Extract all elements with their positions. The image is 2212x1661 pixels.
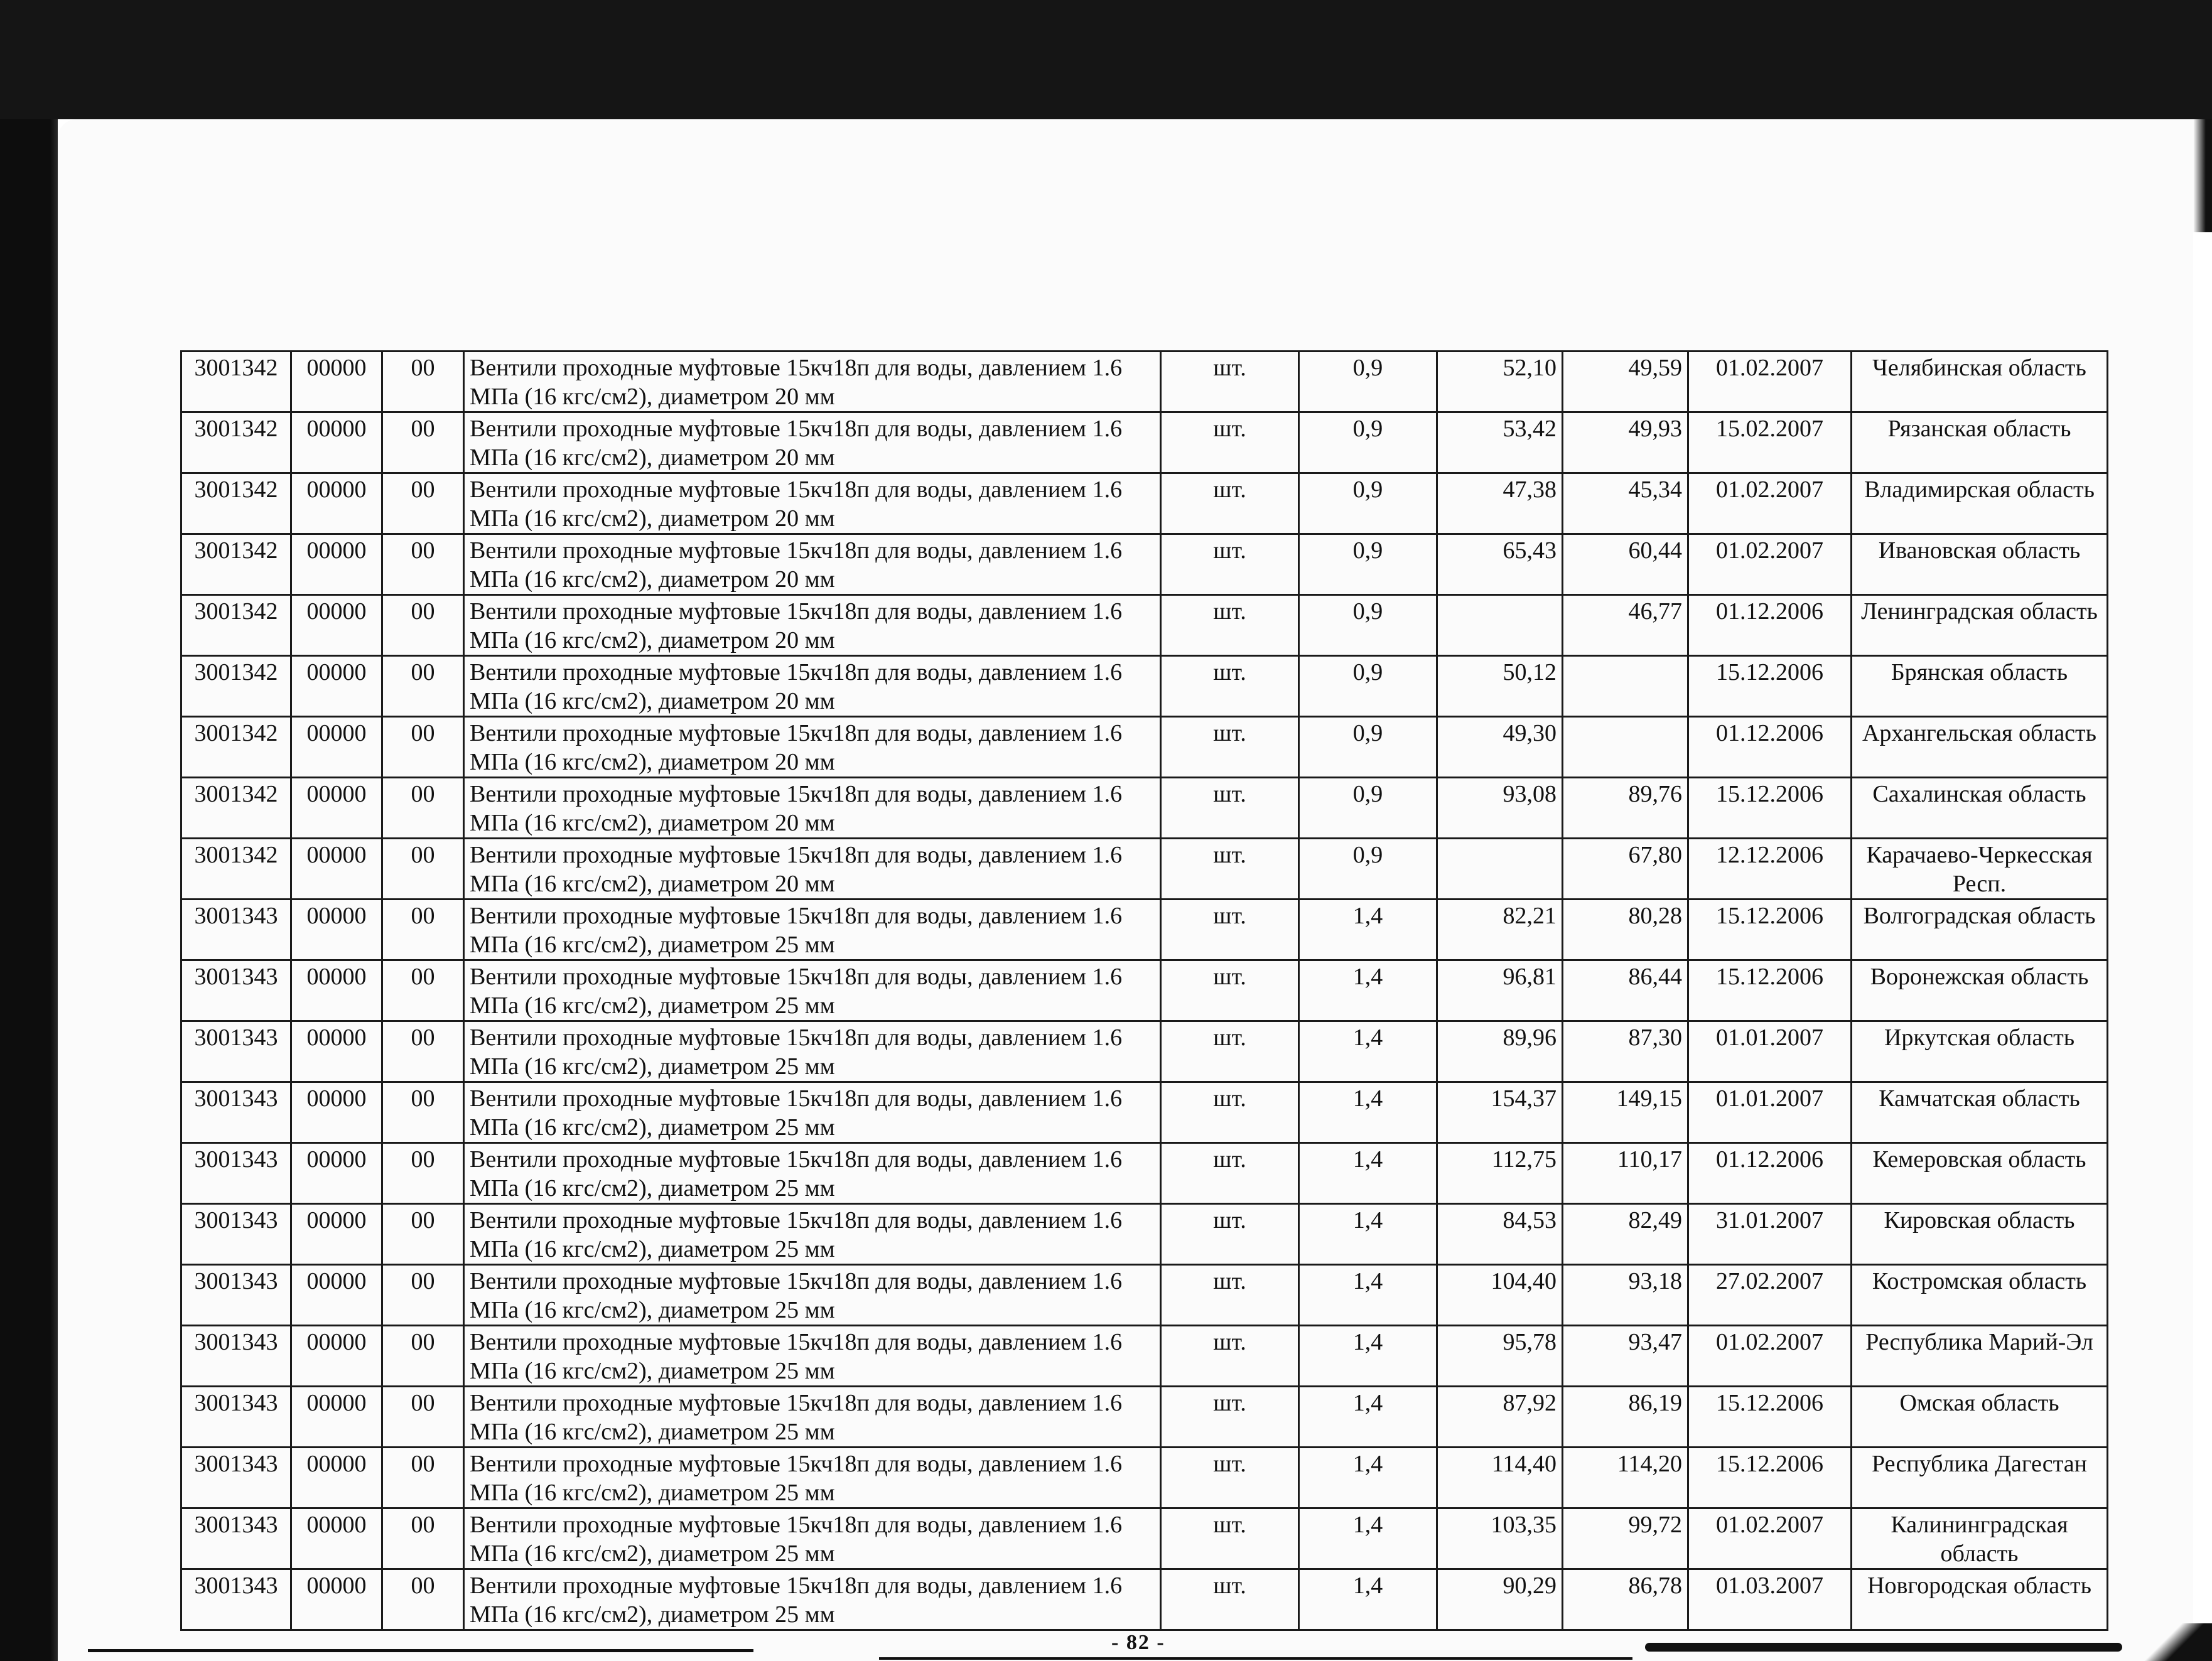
row-date: 27.02.2007 [1688, 1265, 1852, 1326]
row-unit: шт. [1161, 412, 1299, 473]
row-unit: шт. [1161, 352, 1299, 412]
row-price-1: 114,40 [1437, 1448, 1563, 1508]
row-quantity: 0,9 [1299, 352, 1437, 412]
row-item-name: Вентили проходные муфтовые 15кч18п для воды, давлением 1.6 МПа (16 кгс/см2), диаметром 25 мм [464, 1143, 1161, 1204]
row-date: 01.03.2007 [1688, 1569, 1852, 1630]
row-unit: шт. [1161, 595, 1299, 656]
row-price-2: 67,80 [1563, 839, 1688, 900]
row-unit: шт. [1161, 1204, 1299, 1265]
row-item-name: Вентили проходные муфтовые 15кч18п для воды, давлением 1.6 МПа (16 кгс/см2), диаметром 20 мм [464, 839, 1161, 900]
row-quantity: 1,4 [1299, 1326, 1437, 1387]
row-price-2 [1563, 717, 1688, 778]
row-item-name: Вентили проходные муфтовые 15кч18п для воды, давлением 1.6 МПа (16 кгс/см2), диаметром 20 мм [464, 412, 1161, 473]
row-item-name: Вентили проходные муфтовые 15кч18п для воды, давлением 1.6 МПа (16 кгс/см2), диаметром 25 мм [464, 1265, 1161, 1326]
row-subcode2: 00 [382, 960, 464, 1021]
row-quantity: 0,9 [1299, 473, 1437, 534]
row-subcode: 00000 [291, 1021, 382, 1082]
row-quantity: 1,4 [1299, 960, 1437, 1021]
row-item-name: Вентили проходные муфтовые 15кч18п для воды, давлением 1.6 МПа (16 кгс/см2), диаметром 25 мм [464, 1448, 1161, 1508]
row-subcode2: 00 [382, 1387, 464, 1448]
row-price-1: 112,75 [1437, 1143, 1563, 1204]
table-row [181, 534, 2108, 595]
row-subcode: 00000 [291, 1387, 382, 1448]
row-date: 01.02.2007 [1688, 1508, 1852, 1569]
row-code: 3001343 [181, 1569, 291, 1630]
row-code: 3001343 [181, 1204, 291, 1265]
row-subcode: 00000 [291, 1082, 382, 1143]
row-price-1: 90,29 [1437, 1569, 1563, 1630]
row-code: 3001342 [181, 473, 291, 534]
row-subcode2: 00 [382, 1508, 464, 1569]
table-row [181, 352, 2108, 412]
row-subcode: 00000 [291, 1204, 382, 1265]
row-price-2 [1563, 656, 1688, 717]
row-code: 3001343 [181, 1082, 291, 1143]
row-region: Брянская область [1852, 656, 2108, 717]
row-unit: шт. [1161, 534, 1299, 595]
scan-right-shadow [2193, 119, 2212, 232]
row-region: Республика Марий-Эл [1852, 1326, 2108, 1387]
row-subcode2: 00 [382, 1204, 464, 1265]
table-row [181, 1082, 2108, 1143]
row-date: 12.12.2006 [1688, 839, 1852, 900]
row-code: 3001342 [181, 778, 291, 839]
row-quantity: 1,4 [1299, 1143, 1437, 1204]
table-body [181, 352, 2108, 1630]
row-subcode2: 00 [382, 473, 464, 534]
row-subcode: 00000 [291, 900, 382, 960]
row-item-name: Вентили проходные муфтовые 15кч18п для воды, давлением 1.6 МПа (16 кгс/см2), диаметром 20 мм [464, 595, 1161, 656]
row-price-2: 45,34 [1563, 473, 1688, 534]
table-row [181, 595, 2108, 656]
row-subcode2: 00 [382, 1265, 464, 1326]
row-quantity: 0,9 [1299, 412, 1437, 473]
row-date: 01.02.2007 [1688, 534, 1852, 595]
row-subcode2: 00 [382, 595, 464, 656]
row-subcode2: 00 [382, 534, 464, 595]
row-code: 3001343 [181, 1326, 291, 1387]
row-unit: шт. [1161, 900, 1299, 960]
row-unit: шт. [1161, 473, 1299, 534]
footer-rule-center [879, 1657, 1632, 1660]
row-subcode: 00000 [291, 1569, 382, 1630]
row-subcode: 00000 [291, 1265, 382, 1326]
row-price-1: 52,10 [1437, 352, 1563, 412]
row-code: 3001343 [181, 1143, 291, 1204]
row-region: Карачаево-Черкесская Респ. [1852, 839, 2108, 900]
row-subcode: 00000 [291, 839, 382, 900]
row-subcode: 00000 [291, 1448, 382, 1508]
row-item-name: Вентили проходные муфтовые 15кч18п для воды, давлением 1.6 МПа (16 кгс/см2), диаметром 25 мм [464, 1508, 1161, 1569]
row-subcode2: 00 [382, 1143, 464, 1204]
row-subcode: 00000 [291, 1143, 382, 1204]
row-subcode2: 00 [382, 1326, 464, 1387]
row-subcode: 00000 [291, 534, 382, 595]
row-quantity: 1,4 [1299, 1387, 1437, 1448]
row-region: Калининградская область [1852, 1508, 2108, 1569]
row-region: Челябинская область [1852, 352, 2108, 412]
row-price-1: 103,35 [1437, 1508, 1563, 1569]
row-price-2: 86,78 [1563, 1569, 1688, 1630]
row-region: Воронежская область [1852, 960, 2108, 1021]
row-price-1: 87,92 [1437, 1387, 1563, 1448]
row-item-name: Вентили проходные муфтовые 15кч18п для воды, давлением 1.6 МПа (16 кгс/см2), диаметром 25 мм [464, 900, 1161, 960]
row-unit: шт. [1161, 778, 1299, 839]
row-item-name: Вентили проходные муфтовые 15кч18п для воды, давлением 1.6 МПа (16 кгс/см2), диаметром 25 мм [464, 1021, 1161, 1082]
row-date: 15.12.2006 [1688, 1387, 1852, 1448]
row-code: 3001343 [181, 1021, 291, 1082]
scan-corner-shadow [2137, 1623, 2212, 1661]
row-region: Новгородская область [1852, 1569, 2108, 1630]
row-item-name: Вентили проходные муфтовые 15кч18п для воды, давлением 1.6 МПа (16 кгс/см2), диаметром 25 мм [464, 1569, 1161, 1630]
row-subcode2: 00 [382, 412, 464, 473]
scan-top-shadow [0, 0, 2212, 119]
row-quantity: 1,4 [1299, 1265, 1437, 1326]
row-subcode: 00000 [291, 352, 382, 412]
row-subcode2: 00 [382, 839, 464, 900]
row-price-2: 60,44 [1563, 534, 1688, 595]
row-item-name: Вентили проходные муфтовые 15кч18п для воды, давлением 1.6 МПа (16 кгс/см2), диаметром 20 мм [464, 717, 1161, 778]
row-code: 3001342 [181, 352, 291, 412]
row-price-2: 93,18 [1563, 1265, 1688, 1326]
row-code: 3001343 [181, 900, 291, 960]
row-quantity: 0,9 [1299, 717, 1437, 778]
row-price-2: 89,76 [1563, 778, 1688, 839]
table-row [181, 1387, 2108, 1448]
row-item-name: Вентили проходные муфтовые 15кч18п для воды, давлением 1.6 МПа (16 кгс/см2), диаметром 25 мм [464, 1326, 1161, 1387]
row-region: Кировская область [1852, 1204, 2108, 1265]
row-date: 01.02.2007 [1688, 473, 1852, 534]
row-item-name: Вентили проходные муфтовые 15кч18п для воды, давлением 1.6 МПа (16 кгс/см2), диаметром 25 мм [464, 1204, 1161, 1265]
row-date: 01.01.2007 [1688, 1082, 1852, 1143]
footer-rule-left [88, 1649, 753, 1652]
row-region: Кемеровская область [1852, 1143, 2108, 1204]
row-quantity: 1,4 [1299, 1204, 1437, 1265]
row-unit: шт. [1161, 839, 1299, 900]
row-price-2: 86,19 [1563, 1387, 1688, 1448]
row-quantity: 0,9 [1299, 839, 1437, 900]
table-row [181, 1508, 2108, 1569]
row-region: Волгоградская область [1852, 900, 2108, 960]
row-code: 3001342 [181, 595, 291, 656]
row-price-2: 110,17 [1563, 1143, 1688, 1204]
row-region: Рязанская область [1852, 412, 2108, 473]
row-code: 3001343 [181, 1448, 291, 1508]
row-item-name: Вентили проходные муфтовые 15кч18п для воды, давлением 1.6 МПа (16 кгс/см2), диаметром 20 мм [464, 473, 1161, 534]
row-subcode2: 00 [382, 656, 464, 717]
row-price-1: 93,08 [1437, 778, 1563, 839]
row-quantity: 1,4 [1299, 1082, 1437, 1143]
row-subcode: 00000 [291, 473, 382, 534]
price-table [180, 350, 2108, 1631]
row-item-name: Вентили проходные муфтовые 15кч18п для воды, давлением 1.6 МПа (16 кгс/см2), диаметром 20 мм [464, 534, 1161, 595]
footer-rule-right [1645, 1643, 2122, 1652]
table-row [181, 656, 2108, 717]
row-subcode2: 00 [382, 1569, 464, 1630]
row-code: 3001342 [181, 839, 291, 900]
row-subcode: 00000 [291, 595, 382, 656]
row-date: 15.02.2007 [1688, 412, 1852, 473]
table-row [181, 1326, 2108, 1387]
row-subcode: 00000 [291, 778, 382, 839]
row-region: Архангельская область [1852, 717, 2108, 778]
row-item-name: Вентили проходные муфтовые 15кч18п для воды, давлением 1.6 МПа (16 кгс/см2), диаметром 25 мм [464, 1082, 1161, 1143]
row-date: 15.12.2006 [1688, 1448, 1852, 1508]
table-row [181, 473, 2108, 534]
row-subcode: 00000 [291, 412, 382, 473]
row-date: 15.12.2006 [1688, 900, 1852, 960]
row-price-2: 99,72 [1563, 1508, 1688, 1569]
row-price-1: 84,53 [1437, 1204, 1563, 1265]
row-code: 3001343 [181, 1265, 291, 1326]
row-price-1: 95,78 [1437, 1326, 1563, 1387]
row-code: 3001343 [181, 1508, 291, 1569]
row-price-1 [1437, 595, 1563, 656]
row-code: 3001342 [181, 534, 291, 595]
scan-left-shadow [0, 119, 58, 1661]
row-price-1: 47,38 [1437, 473, 1563, 534]
row-code: 3001342 [181, 656, 291, 717]
row-unit: шт. [1161, 1265, 1299, 1326]
row-quantity: 0,9 [1299, 656, 1437, 717]
row-region: Сахалинская область [1852, 778, 2108, 839]
row-quantity: 0,9 [1299, 595, 1437, 656]
row-subcode2: 00 [382, 900, 464, 960]
row-quantity: 1,4 [1299, 900, 1437, 960]
row-price-2: 149,15 [1563, 1082, 1688, 1143]
row-unit: шт. [1161, 1508, 1299, 1569]
row-region: Омская область [1852, 1387, 2108, 1448]
row-unit: шт. [1161, 1569, 1299, 1630]
table-row [181, 412, 2108, 473]
row-quantity: 0,9 [1299, 778, 1437, 839]
row-subcode2: 00 [382, 778, 464, 839]
row-price-1: 65,43 [1437, 534, 1563, 595]
row-price-1: 50,12 [1437, 656, 1563, 717]
row-region: Ленинградская область [1852, 595, 2108, 656]
row-subcode2: 00 [382, 717, 464, 778]
row-unit: шт. [1161, 656, 1299, 717]
table-row [181, 1204, 2108, 1265]
row-price-1: 89,96 [1437, 1021, 1563, 1082]
row-date: 01.01.2007 [1688, 1021, 1852, 1082]
row-subcode: 00000 [291, 717, 382, 778]
page-number: - 82 - [1111, 1631, 1165, 1654]
row-date: 15.12.2006 [1688, 656, 1852, 717]
row-subcode2: 00 [382, 352, 464, 412]
row-quantity: 1,4 [1299, 1508, 1437, 1569]
table-row [181, 1143, 2108, 1204]
row-date: 15.12.2006 [1688, 960, 1852, 1021]
row-unit: шт. [1161, 1387, 1299, 1448]
table-row [181, 1265, 2108, 1326]
row-date: 31.01.2007 [1688, 1204, 1852, 1265]
row-price-1: 82,21 [1437, 900, 1563, 960]
row-unit: шт. [1161, 1082, 1299, 1143]
table-row [181, 1021, 2108, 1082]
row-price-2: 87,30 [1563, 1021, 1688, 1082]
table-row [181, 960, 2108, 1021]
row-quantity: 1,4 [1299, 1448, 1437, 1508]
row-region: Ивановская область [1852, 534, 2108, 595]
row-subcode2: 00 [382, 1448, 464, 1508]
row-price-1 [1437, 839, 1563, 900]
row-unit: шт. [1161, 1143, 1299, 1204]
row-date: 01.12.2006 [1688, 717, 1852, 778]
row-price-1: 104,40 [1437, 1265, 1563, 1326]
row-price-1: 49,30 [1437, 717, 1563, 778]
row-subcode2: 00 [382, 1082, 464, 1143]
table-row [181, 717, 2108, 778]
row-region: Костромская область [1852, 1265, 2108, 1326]
row-date: 01.12.2006 [1688, 595, 1852, 656]
row-code: 3001342 [181, 412, 291, 473]
row-unit: шт. [1161, 960, 1299, 1021]
row-quantity: 0,9 [1299, 534, 1437, 595]
table-row [181, 900, 2108, 960]
row-item-name: Вентили проходные муфтовые 15кч18п для воды, давлением 1.6 МПа (16 кгс/см2), диаметром 20 мм [464, 352, 1161, 412]
row-code: 3001343 [181, 960, 291, 1021]
row-subcode: 00000 [291, 1326, 382, 1387]
row-quantity: 1,4 [1299, 1569, 1437, 1630]
table-row [181, 778, 2108, 839]
row-date: 01.12.2006 [1688, 1143, 1852, 1204]
row-date: 15.12.2006 [1688, 778, 1852, 839]
row-unit: шт. [1161, 1021, 1299, 1082]
row-date: 01.02.2007 [1688, 1326, 1852, 1387]
row-price-1: 154,37 [1437, 1082, 1563, 1143]
row-subcode: 00000 [291, 960, 382, 1021]
row-region: Камчатская область [1852, 1082, 2108, 1143]
row-unit: шт. [1161, 1448, 1299, 1508]
row-date: 01.02.2007 [1688, 352, 1852, 412]
table-row [181, 839, 2108, 900]
row-subcode: 00000 [291, 1508, 382, 1569]
row-price-2: 46,77 [1563, 595, 1688, 656]
row-unit: шт. [1161, 717, 1299, 778]
row-price-1: 53,42 [1437, 412, 1563, 473]
row-item-name: Вентили проходные муфтовые 15кч18п для воды, давлением 1.6 МПа (16 кгс/см2), диаметром 20 мм [464, 656, 1161, 717]
row-subcode2: 00 [382, 1021, 464, 1082]
table-row [181, 1569, 2108, 1630]
row-region: Владимирская область [1852, 473, 2108, 534]
row-item-name: Вентили проходные муфтовые 15кч18п для воды, давлением 1.6 МПа (16 кгс/см2), диаметром 20 мм [464, 778, 1161, 839]
row-subcode: 00000 [291, 656, 382, 717]
row-price-2: 93,47 [1563, 1326, 1688, 1387]
row-price-2: 114,20 [1563, 1448, 1688, 1508]
row-price-2: 80,28 [1563, 900, 1688, 960]
row-code: 3001343 [181, 1387, 291, 1448]
row-price-2: 49,59 [1563, 352, 1688, 412]
table-row [181, 1448, 2108, 1508]
row-unit: шт. [1161, 1326, 1299, 1387]
row-price-2: 82,49 [1563, 1204, 1688, 1265]
row-price-2: 49,93 [1563, 412, 1688, 473]
row-quantity: 1,4 [1299, 1021, 1437, 1082]
row-region: Республика Дагестан [1852, 1448, 2108, 1508]
row-price-2: 86,44 [1563, 960, 1688, 1021]
row-code: 3001342 [181, 717, 291, 778]
row-item-name: Вентили проходные муфтовые 15кч18п для воды, давлением 1.6 МПа (16 кгс/см2), диаметром 25 мм [464, 1387, 1161, 1448]
row-region: Иркутская область [1852, 1021, 2108, 1082]
row-price-1: 96,81 [1437, 960, 1563, 1021]
row-item-name: Вентили проходные муфтовые 15кч18п для воды, давлением 1.6 МПа (16 кгс/см2), диаметром 25 мм [464, 960, 1161, 1021]
